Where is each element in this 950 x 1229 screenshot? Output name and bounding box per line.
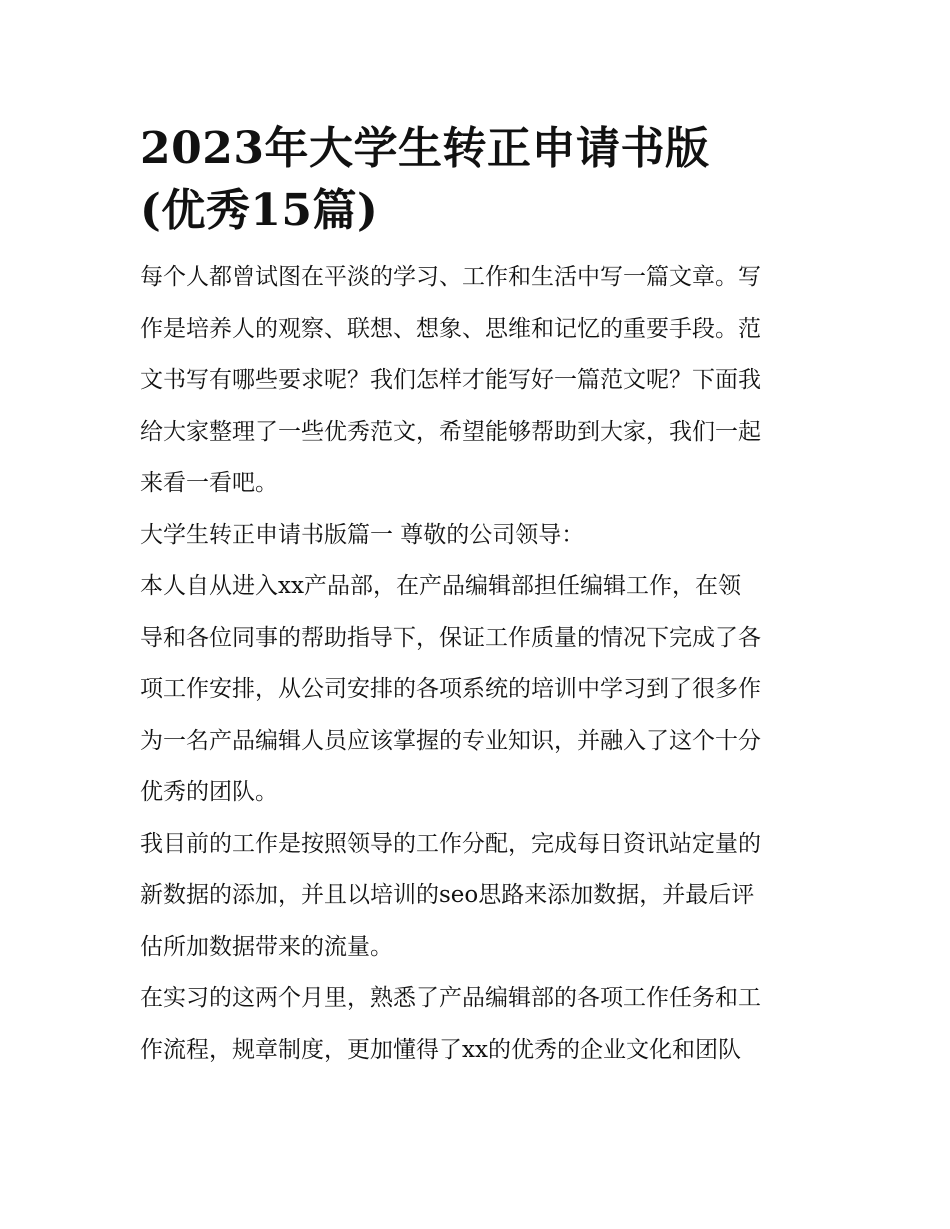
title-line-2: (优秀15篇) bbox=[140, 185, 379, 236]
body-paragraph-2: 我目前的工作是按照领导的工作分配，完成每日资讯站定量的 新数据的添加，并且以培训的seo思路来添加数据，并最后评 估所加数据带来的流量。 bbox=[140, 830, 761, 960]
body-paragraph-1: 本人自从进入xx产品部，在产品编辑部担任编辑工作，在领 导和各位同事的帮助指导下，保证工作质量的情况下完成了各 项工作安排，从公司安排的各项系统的培训中学习到了很多作 为一名产品编辑人员应该掌握的专业知识，并融入了这个十分 优秀的团队。 bbox=[140, 573, 761, 805]
section-heading-paragraph: 大学生转正申请书版篇一 尊敬的公司领导： bbox=[140, 521, 585, 548]
title-line-1: 2023年大学生转正申请书版 bbox=[140, 123, 710, 174]
document-page bbox=[140, 118, 812, 1076]
body-paragraph-3: 在实习的这两个月里，熟悉了产品编辑部的各项工作任务和工 作流程，规章制度，更加懂得了xx的优秀的企业文化和团队 bbox=[140, 985, 761, 1063]
intro-paragraph: 每个人都曾试图在平淡的学习、工作和生活中写一篇文章。写 作是培养人的观察、联想、想象、思维和记忆的重要手段。范 文书写有哪些要求呢？我们怎样才能写好一篇范文呢？下面我 给大家整理了一些优秀范文，希望能够帮助到大家，我们一起 来看一看吧。 bbox=[140, 264, 761, 496]
document-title bbox=[140, 118, 812, 242]
